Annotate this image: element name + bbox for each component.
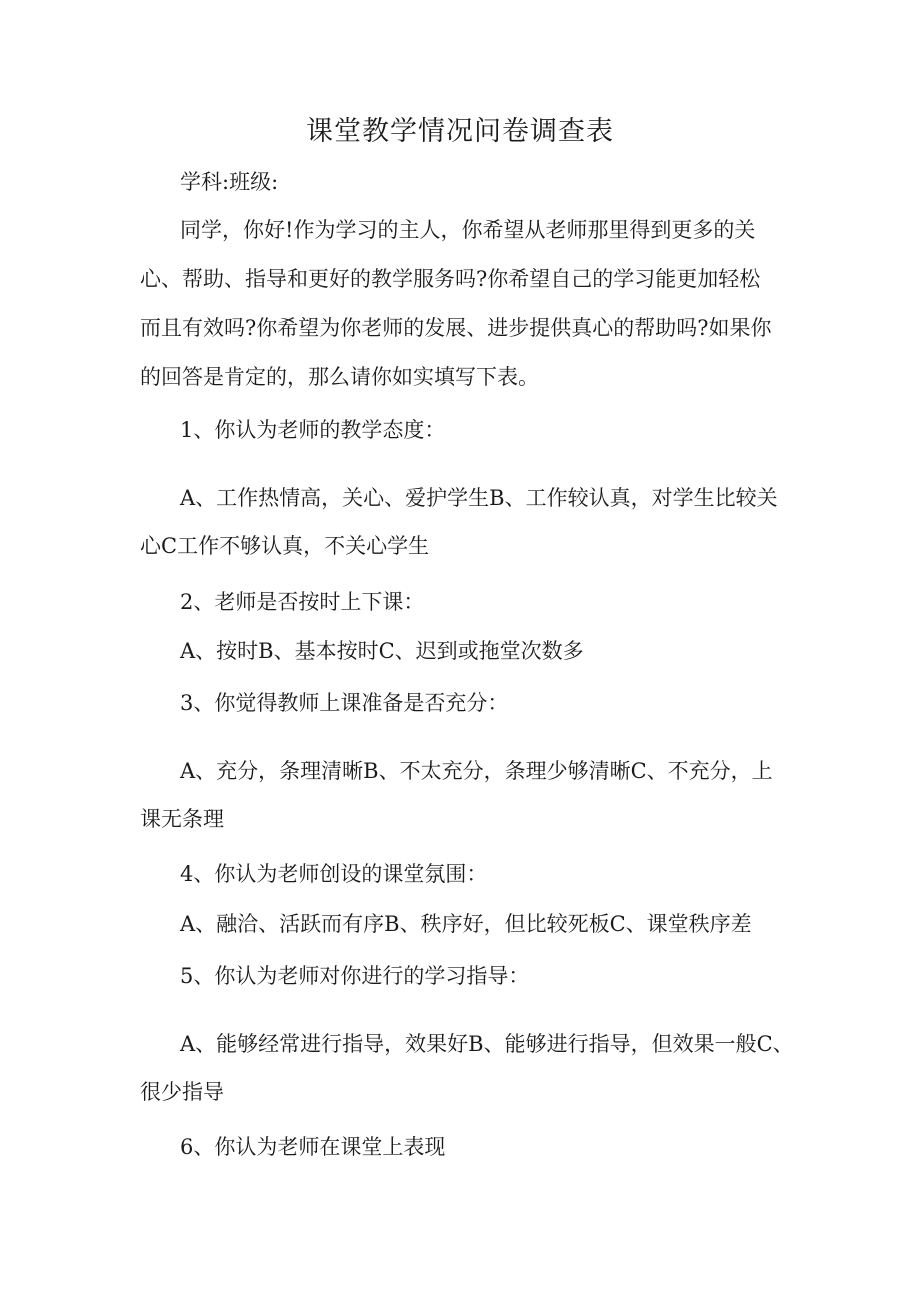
question-5: 5、你认为老师对你进行的学习指导： [180,964,530,988]
question-3: 3、你觉得教师上课准备是否充分： [180,691,509,715]
intro-line-2: 心、帮助、指导和更好的教学服务吗?你希望自己的学习能更加轻松 [140,267,761,291]
question-1-options-line-2: 心C工作不够认真，不关心学生 [140,534,430,558]
question-2: 2、老师是否按时上下课： [180,590,425,614]
intro-line-3: 而且有效吗?你希望为你老师的发展、进步提供真心的帮助吗?如果你 [140,316,772,340]
question-2-options-line-1: A、按时B、基本按时C、迟到或拖堂次数多 [180,639,584,663]
page-title: 课堂教学情况问卷调查表 [306,116,614,147]
question-1-options-line-1: A、工作热情高，关心、爱护学生B、工作较认真，对学生比较关 [180,486,778,510]
subject-class-line: 学科:班级: [180,170,279,194]
question-4: 4、你认为老师创设的课堂氛围： [180,862,488,886]
question-3-options-line-2: 课无条理 [140,807,224,831]
question-4-options-line-1: A、融洽、活跃而有序B、秩序好，但比较死板C、课堂秩序差 [180,912,752,936]
question-1: 1、你认为老师的教学态度： [180,418,446,442]
question-5-options-line-1: A、能够经常进行指导，效果好B、能够进行指导，但效果一般C、 [180,1032,794,1056]
question-5-options-line-2: 很少指导 [140,1080,224,1104]
question-3-options-line-1: A、充分，条理清晰B、不太充分，条理少够清晰C、不充分，上 [180,759,773,783]
question-6: 6、你认为老师在课堂上表现 [180,1135,446,1159]
intro-line-4: 的回答是肯定的，那么请你如实填写下表。 [140,365,539,389]
intro-line-1: 同学，你好!作为学习的主人，你希望从老师那里得到更多的关 [180,218,756,242]
